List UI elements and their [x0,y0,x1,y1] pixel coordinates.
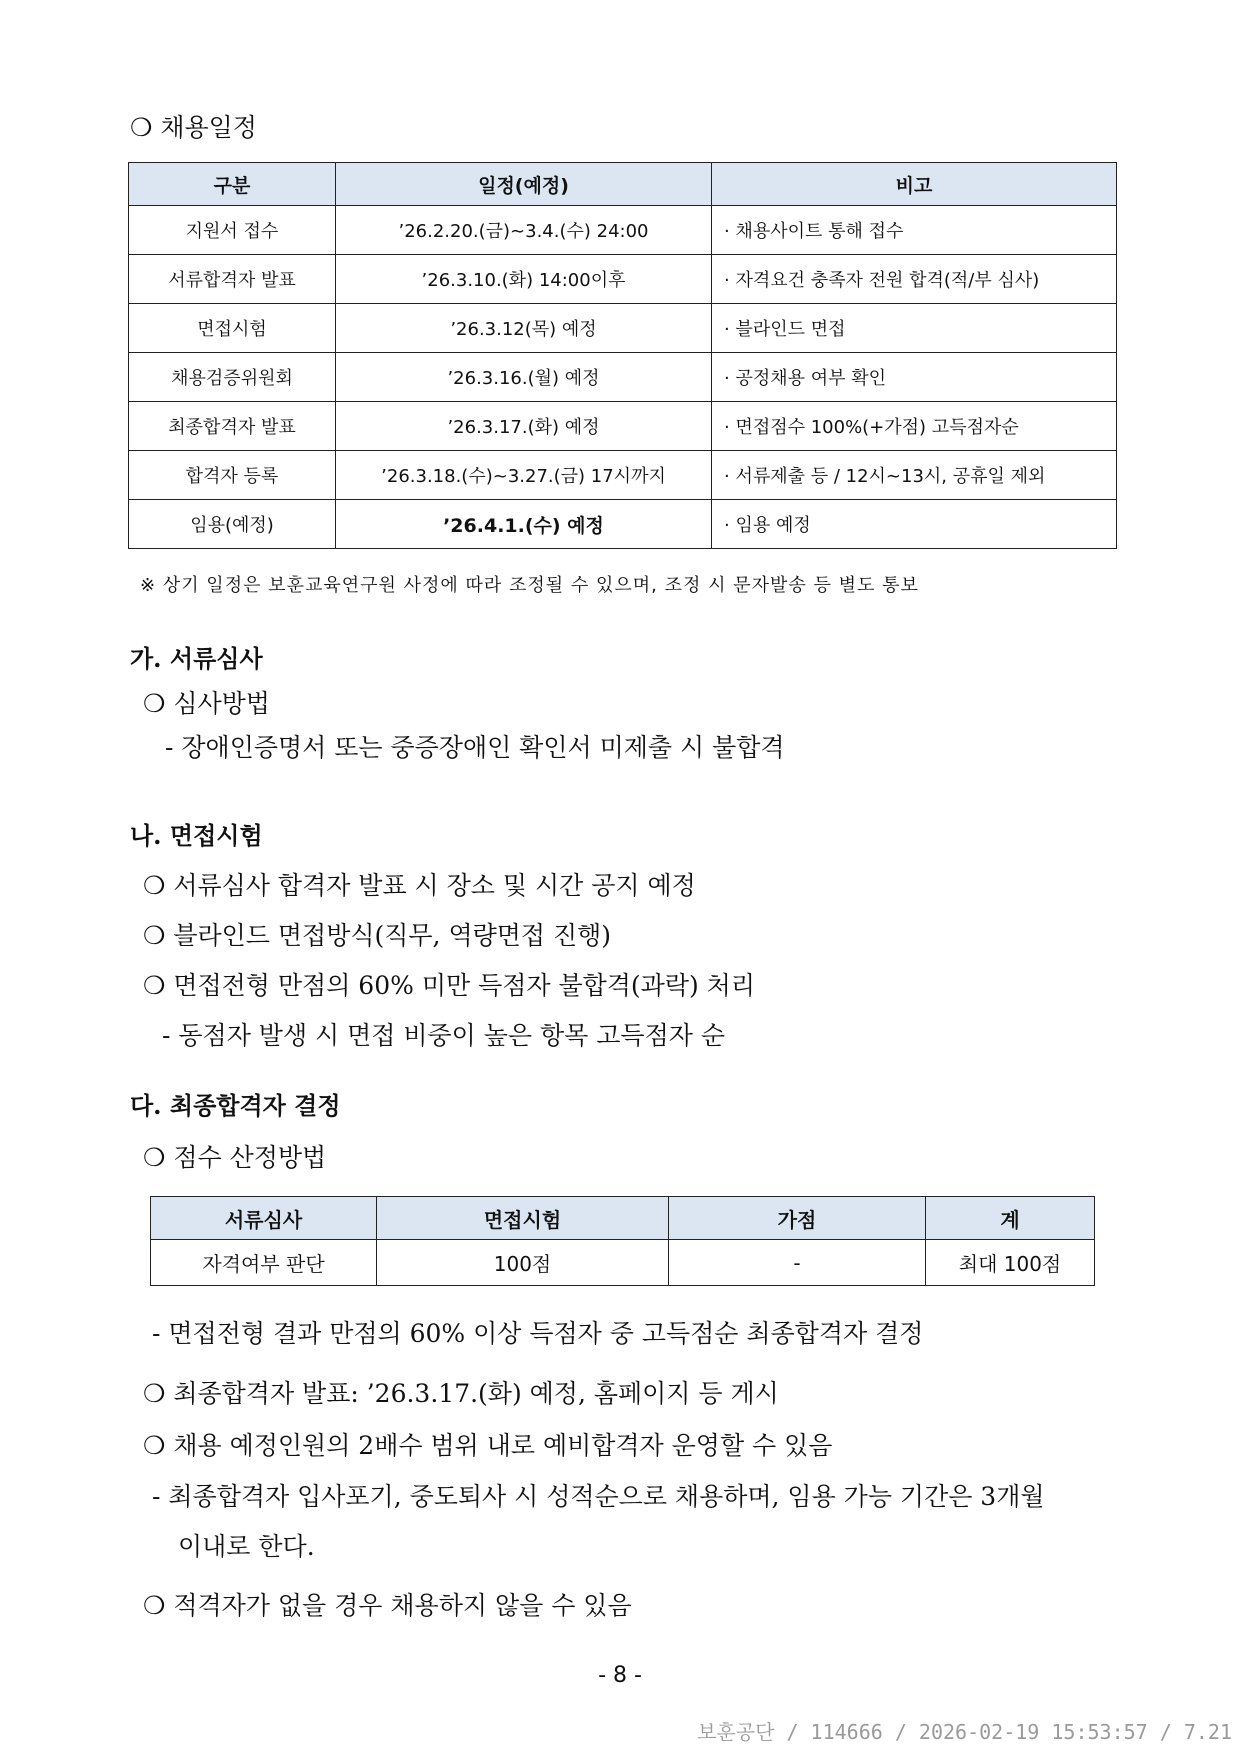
cell-total: 최대 100점 [926,1240,1095,1286]
section-da-dash-1: - 면접전형 결과 만점의 60% 이상 득점자 중 고득점순 최종합격자 결정 [152,1319,924,1348]
cell-remarks: · 블라인드 면접 [712,304,1117,353]
schedule-note: ※ 상기 일정은 보훈교육연구원 사정에 따라 조정될 수 있으며, 조정 시 문자발송 등 별도 통보 [140,575,919,596]
cell-category: 채용검증위원회 [129,353,336,402]
table-row [129,304,1117,353]
cell-category: 임용(예정) [129,500,336,549]
cell-category: 지원서 접수 [129,206,336,255]
score-header-row [151,1197,1095,1240]
table-row [151,1240,1095,1286]
section-da-dash-2-line-1: - 최종합격자 입사포기, 중도퇴사 시 성적순으로 채용하며, 임용 가능 기간은 3개월 [152,1482,1045,1511]
table-row [129,451,1117,500]
section-na-bullet-2: ❍ 블라인드 면접방식(직무, 역량면접 진행) [143,921,612,950]
cell-category: 최종합격자 발표 [129,402,336,451]
cell-category: 서류합격자 발표 [129,255,336,304]
table-row [129,255,1117,304]
cell-remarks: · 면접점수 100%(+가점) 고득점자순 [712,402,1117,451]
header-interview: 면접시험 [377,1197,669,1240]
header-category: 구분 [129,163,336,206]
section-na-heading: 나. 면접시험 [130,821,263,850]
schedule-header-row [129,163,1117,206]
cell-interview: 100점 [377,1240,669,1286]
cell-date: ’26.3.16.(월) 예정 [336,353,712,402]
score-table [150,1196,1095,1286]
section-da-heading: 다. 최종합격자 결정 [130,1091,341,1120]
cell-remarks: · 공정채용 여부 확인 [712,353,1117,402]
cell-remarks: · 자격요건 충족자 전원 합격(적/부 심사) [712,255,1117,304]
section-ga-heading: 가. 서류심사 [130,644,263,673]
section-na-bullet-1: ❍ 서류심사 합격자 발표 시 장소 및 시간 공지 예정 [143,871,696,900]
section-da-bullet-3: ❍ 채용 예정인원의 2배수 범위 내로 예비합격자 운영할 수 있음 [143,1431,833,1460]
header-remarks: 비고 [712,163,1117,206]
cell-date: ’26.4.1.(수) 예정 [336,500,712,549]
section-na-dash-1: - 동점자 발생 시 면접 비중이 높은 항목 고득점자 순 [162,1021,725,1050]
section-da-bullet-4: ❍ 적격자가 없을 경우 채용하지 않을 수 있음 [143,1591,632,1620]
table-row [129,206,1117,255]
table-row [129,402,1117,451]
cell-date: ’26.2.20.(금)∼3.4.(수) 24:00 [336,206,712,255]
header-bonus: 가점 [669,1197,926,1240]
table-row [129,500,1117,549]
cell-date: ’26.3.12(목) 예정 [336,304,712,353]
schedule-table [128,162,1117,549]
header-date: 일정(예정) [336,163,712,206]
section-ga-dash-1: - 장애인증명서 또는 중증장애인 확인서 미제출 시 불합격 [165,733,785,762]
document-footer: 보훈공단 / 114666 / 2026-02-19 15:53:57 / 7.21 [697,1720,1232,1744]
cell-date: ’26.3.10.(화) 14:00이후 [336,255,712,304]
cell-date: ’26.3.18.(수)~3.27.(금) 17시까지 [336,451,712,500]
header-document-review: 서류심사 [151,1197,377,1240]
section-da-bullet-2: ❍ 최종합격자 발표: ’26.3.17.(화) 예정, 홈페이지 등 게시 [143,1379,779,1408]
header-total: 계 [926,1197,1095,1240]
cell-date: ’26.3.17.(화) 예정 [336,402,712,451]
section-da-bullet-1: ❍ 점수 산정방법 [143,1143,327,1172]
cell-remarks: · 채용사이트 통해 접수 [712,206,1117,255]
cell-category: 합격자 등록 [129,451,336,500]
page-number: - 8 - [598,1663,642,1688]
section-na-bullet-3: ❍ 면접전형 만점의 60% 미만 득점자 불합격(과락) 처리 [143,971,755,1000]
cell-remarks: · 서류제출 등 / 12시∼13시, 공휴일 제외 [712,451,1117,500]
section-ga-bullet-1: ❍ 심사방법 [143,689,270,718]
table-row [129,353,1117,402]
cell-bonus: - [669,1240,926,1286]
schedule-title: ❍ 채용일정 [130,113,257,142]
cell-remarks: · 임용 예정 [712,500,1117,549]
cell-category: 면접시험 [129,304,336,353]
section-da-dash-2-line-2: 이내로 한다. [178,1532,315,1561]
cell-document-review: 자격여부 판단 [151,1240,377,1286]
